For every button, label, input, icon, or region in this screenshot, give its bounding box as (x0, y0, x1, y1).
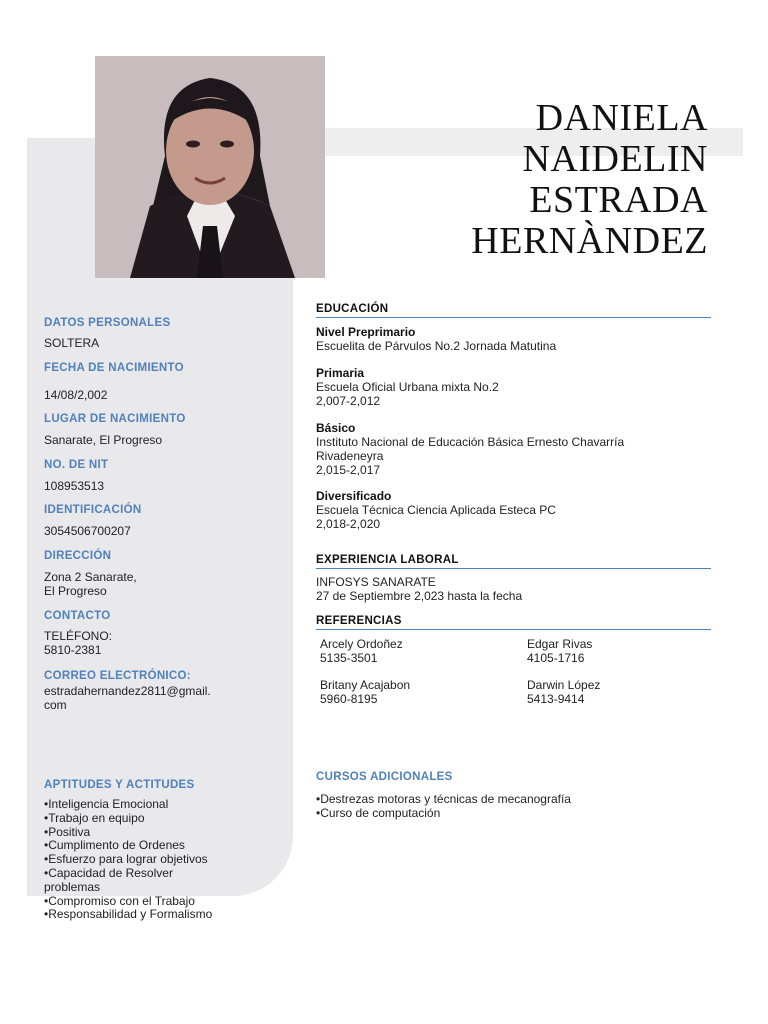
datos-personales-label: DATOS PERSONALES (44, 317, 171, 329)
education-section (316, 303, 711, 318)
reference-phone: 5135-3501 (320, 651, 378, 665)
reference-item (320, 637, 403, 665)
reference-phone: 5960-8195 (320, 692, 378, 706)
correo-line1: estradahernandez2811@gmail. (44, 684, 211, 698)
reference-item (320, 678, 410, 706)
list-item: •Esfuerzo para lograr objetivos (44, 852, 208, 867)
school-name: Escuelita de Párvulos No.2 Jornada Matutina (316, 339, 557, 353)
identificacion-label: IDENTIFICACIÓN (44, 504, 142, 516)
list-item: •Capacidad de Resolver (44, 865, 173, 880)
school-name: Escuela Técnica Ciencia Aplicada Esteca PC (316, 503, 556, 517)
references-section (316, 615, 711, 630)
identificacion-value: 3054506700207 (44, 524, 131, 538)
reference-name: Arcely Ordoñez (320, 637, 403, 651)
school-years: 2,007-2,012 (316, 394, 381, 408)
name-line: ESTRADA (529, 179, 708, 221)
profile-photo (95, 56, 325, 278)
level-title: Primaria (316, 366, 365, 380)
aptitudes-list (44, 798, 289, 922)
courses-list (316, 792, 716, 820)
portrait-image (95, 56, 325, 278)
experience-heading: EXPERIENCIA LABORAL (316, 554, 711, 569)
school-name: Instituto Nacional de Educación Básica Ernesto Chavarría (316, 435, 625, 449)
education-primaria (316, 366, 711, 408)
telefono-value: 5810-2381 (44, 643, 102, 657)
correo-line2: com (44, 698, 67, 712)
list-item: •Responsabilidad y Formalismo (44, 907, 213, 922)
school-years: 2,015-2,017 (316, 463, 381, 477)
name-line: HERNÀNDEZ (471, 220, 708, 262)
lugar-nacimiento-value: Sanarate, El Progreso (44, 433, 163, 447)
list-item: •Positiva (44, 824, 91, 839)
contacto-label: CONTACTO (44, 610, 111, 622)
list-item: •Trabajo en equipo (44, 810, 145, 825)
direccion-label: DIRECCIÓN (44, 550, 112, 562)
reference-phone: 5413-9414 (527, 692, 585, 706)
aptitudes-label: APTITUDES Y ACTITUDES (44, 779, 195, 791)
level-title: Diversificado (316, 489, 392, 503)
list-item: •Inteligencia Emocional (44, 797, 169, 811)
references-heading: REFERENCIAS (316, 615, 711, 630)
reference-item (527, 637, 592, 665)
reference-name: Britany Acajabon (320, 678, 411, 692)
list-item: •Compromiso con el Trabajo (44, 893, 195, 908)
nit-value: 108953513 (44, 479, 105, 493)
fecha-nacimiento-label: FECHA DE NACIMIENTO (44, 362, 184, 374)
reference-item (527, 678, 600, 706)
direccion-line1: Zona 2 Sanarate, (44, 570, 137, 584)
lugar-nacimiento-label: LUGAR DE NACIMIENTO (44, 413, 186, 425)
education-diversificado (316, 489, 711, 531)
list-item: •Curso de computación (316, 806, 441, 820)
name-line: DANIELA (535, 97, 708, 139)
courses-heading: CURSOS ADICIONALES (316, 771, 453, 783)
reference-phone: 4105-1716 (527, 651, 585, 665)
education-preprimario (316, 325, 711, 353)
list-item: •Destrezas motoras y técnicas de mecanografía (316, 792, 571, 806)
datos-personales-value: SOLTERA (44, 336, 100, 350)
company-name: INFOSYS SANARATE (316, 575, 436, 589)
reference-name: Darwin López (527, 678, 601, 692)
correo-label: CORREO ELECTRÓNICO: (44, 670, 191, 682)
nit-label: NO. DE NIT (44, 459, 109, 471)
fecha-nacimiento-value: 14/08/2,002 (44, 388, 108, 402)
reference-name: Edgar Rivas (527, 637, 593, 651)
list-item: problemas (44, 879, 101, 894)
work-period: 27 de Septiembre 2,023 hasta la fecha (316, 589, 523, 603)
telefono-label: TELÉFONO: (44, 629, 113, 643)
education-heading: EDUCACIÓN (316, 303, 711, 318)
school-years: 2,018-2,020 (316, 517, 381, 531)
level-title: Básico (316, 421, 356, 435)
name-line: NAIDELIN (522, 138, 708, 180)
list-item: •Cumplimento de Ordenes (44, 838, 185, 853)
full-name (471, 98, 708, 262)
school-name: Escuela Oficial Urbana mixta No.2 (316, 380, 499, 394)
direccion-line2: El Progreso (44, 584, 107, 598)
education-basico (316, 421, 711, 477)
school-name-cont: Rivadeneyra (316, 449, 384, 463)
experience-section (316, 554, 711, 603)
level-title: Nivel Preprimario (316, 325, 416, 339)
